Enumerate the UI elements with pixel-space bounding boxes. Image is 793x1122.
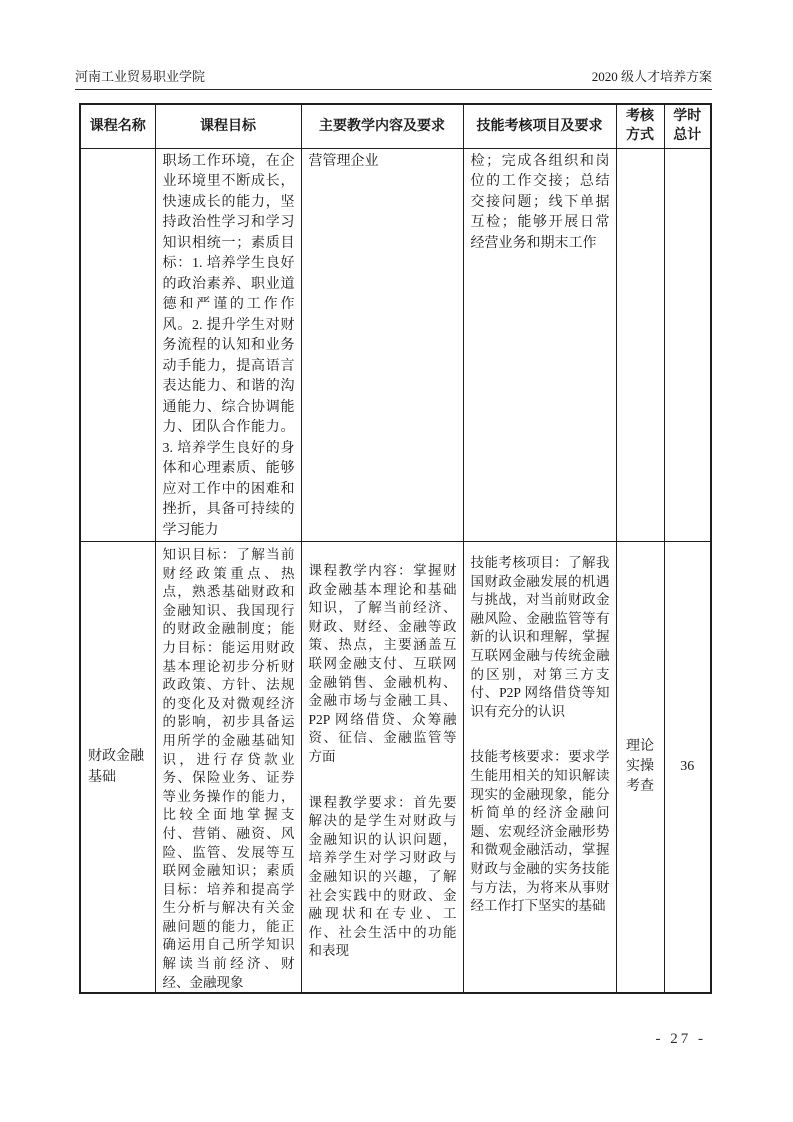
cell-skill-assessment	[463, 542, 616, 994]
cell-course-name	[80, 148, 155, 542]
course-plan-table	[79, 103, 712, 994]
skill-assessment-part-1: 技能考核项目：了解我国财政金融发展的机遇与挑战，对当前财政金融风险、金融监管等有新的认识和理解，掌握互联网金融与传统金融的区别，对第三方支付、P2P 网络借贷等知识有充分的认识	[470, 555, 610, 719]
skill-assessment-text: 检；完成各组织和岗位的工作交接；总结交接问题；线下单据互检；能够开展日常经营业务和期末工作	[470, 153, 610, 251]
cell-assessment-method	[616, 148, 664, 542]
cell-total-hours: 36	[664, 542, 711, 994]
cell-teaching-content	[301, 542, 463, 994]
col-header-total-hours: 学时总计	[664, 104, 711, 148]
running-header	[75, 69, 712, 90]
col-header-course-name: 课程名称	[80, 104, 155, 148]
header-school-name: 河南工业贸易职业学院	[75, 69, 206, 84]
cell-teaching-content	[301, 148, 463, 542]
header-plan-title: 2020 级人才培养方案	[591, 69, 712, 84]
col-header-assessment-method: 考核方式	[616, 104, 664, 148]
cell-objectives	[155, 542, 301, 994]
teaching-content-text: 营管理企业	[308, 153, 379, 169]
cell-skill-assessment	[463, 148, 616, 542]
skill-assessment-part-2: 技能考核要求：要求学生能用相关的知识解读现实的金融现象，能分析简单的经济金融问题、宏观经济金融形势和微观金融活动，掌握财政与金融的实务技能与方法，为将来从事财经工作打下坚实的基础	[470, 749, 610, 914]
page-number: - 27 -	[655, 1031, 706, 1047]
table-row	[80, 148, 711, 542]
col-header-skill-assessment: 技能考核项目及要求	[463, 104, 616, 148]
cell-objectives	[155, 148, 301, 542]
teaching-content-part-1: 课程教学内容：掌握财政金融基本理论和基础知识，了解当前经济、财政、财经、金融等政策、热点，主要涵盖互联网金融支付、互联网金融销售、金融机构、金融市场与金融工具、P2P 网络借贷、众筹融资、征信、金融监管等方面	[308, 563, 457, 764]
objectives-text: 职场工作环境，在企业环境里不断成长，快速成长的能力，坚持政治性学习和学习知识相统一；素质目标：1. 培养学生良好的政治素养、职业道德和严谨的工作作风。2. 提升学生对财务流程的认知和业务动手能力，提高语言表达能力、和谐的沟通能力、综合协调能力、团队合作能力。3. 培养学生良好的身体和心理素质、能够应对工作中的困难和挫折，具备可持续的学习能力	[162, 153, 295, 538]
col-header-objectives: 课程目标	[155, 104, 301, 148]
cell-total-hours	[664, 148, 711, 542]
cell-assessment-method: 理论实操考查	[616, 542, 664, 994]
col-header-teaching-content: 主要教学内容及要求	[301, 104, 463, 148]
table-header-row	[80, 104, 711, 148]
objectives-text: 知识目标：了解当前财经政策重点、热点，熟悉基础财政和金融知识、我国现行的财政金融制度；能力目标：能运用财政基本理论初步分析财政政策、方针、法规的变化及对微观经济的影响，初步具备运用所学的金融基础知识，进行存贷款业务、保险业务、证券等业务操作的能力，比较全面地掌握支付、营销、融资、风险、监管、发展等互联网金融知识；素质目标：培养和提高学生分析与解决有关金融问题的能力，能正确运用自己所学知识解读当前经济、财经、金融现象	[162, 547, 295, 990]
cell-course-name: 财政金融基础	[80, 542, 155, 994]
table-row	[80, 542, 711, 994]
teaching-content-part-2: 课程教学要求：首先要解决的是学生对财政与金融知识的认识问题，培养学生对学习财政与金融知识的兴趣，了解社会实践中的财政、金融现状和在专业、工作、社会生活中的功能和表现	[308, 794, 457, 959]
